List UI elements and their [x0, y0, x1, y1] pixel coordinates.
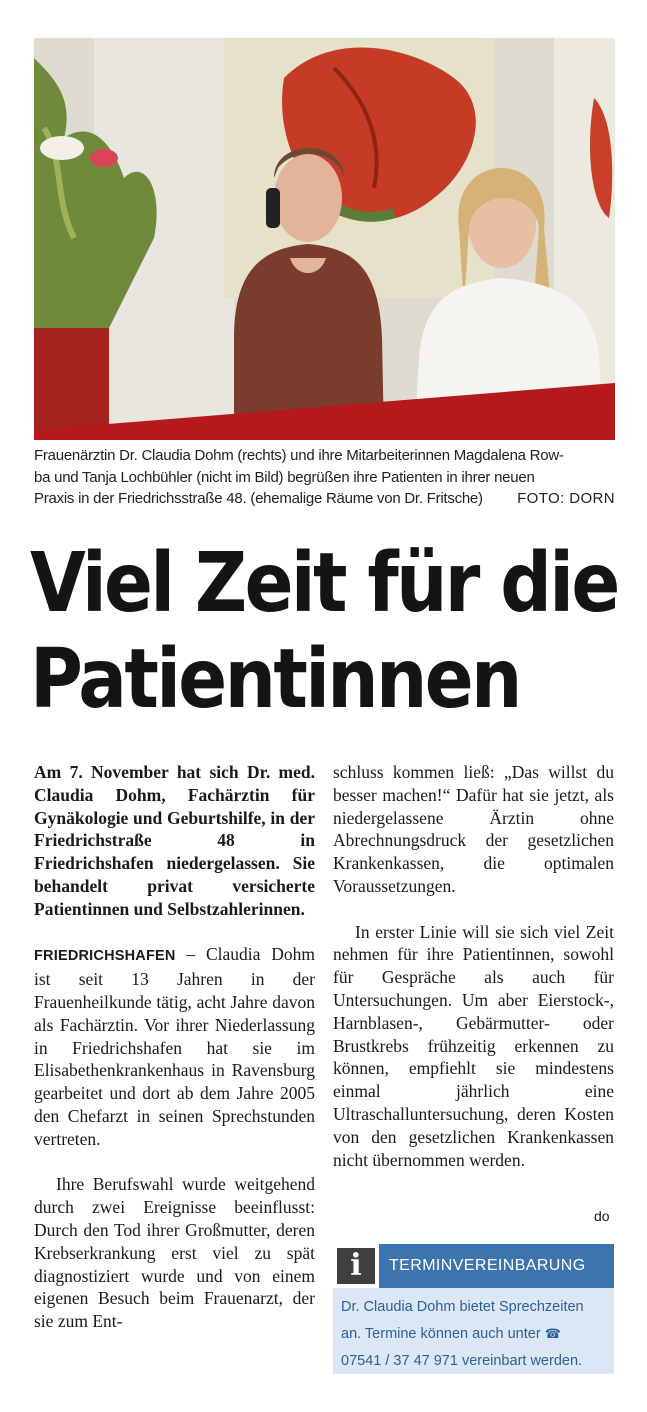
article-paragraph: schluss kommen ließ: „Das willst du besser machen!“ Dafür hat sie jetzt, als niedergelassene Ärztin ohne Abrechnungsdruck der gesetzlichen Krankenkassen, die optimalen Voraussetzungen.: [333, 762, 614, 896]
article-column-right: [333, 761, 614, 1171]
infobox-header: [333, 1244, 614, 1288]
infobox-title: TERMINVEREINBARUNG: [389, 1257, 586, 1274]
article-lead: Am 7. November hat sich Dr. med. Claudia Dohm, Fachärztin für Gynäkologie und Geburtshilfe, in der Friedrichstraße 48 in Friedrichshafen niedergelassen. Sie behandelt privat versicherte Patientinnen und Selbstzahlerinnen.: [34, 762, 315, 919]
infobox-line: [341, 1321, 606, 1348]
infobox-line: 07541 / 37 47 971 vereinbart werden.: [341, 1353, 583, 1369]
article-headline: [30, 536, 618, 728]
author-initials: do: [594, 1208, 610, 1224]
photo-illustration: [34, 38, 615, 440]
headline-line: Viel Zeit für die: [30, 536, 618, 631]
article-paragraph: In erster Linie will sie sich viel Zeit nehmen für ihre Patientinnen, sowohl für Gespräche als auch für Untersuchungen. Um aber Eierstock-, Harnblasen-, Gebärmutter- oder Brustkrebs frühzeitig erkennen zu können, empfiehlt sie mindestens einmal jährlich eine Ultraschalluntersuchung, deren Kosten von den gesetzlichen Krankenkassen nicht übernommen werden.: [333, 921, 614, 1170]
photo-caption: [34, 445, 615, 510]
infobox-body: [333, 1288, 614, 1374]
infobox-text: an. Termine können auch unter: [341, 1326, 541, 1342]
photo-credit: FOTO: DORN: [517, 490, 615, 507]
article-paragraph: Ihre Berufswahl wurde weitgehend durch zwei Ereignisse beeinflusst: Durch den Tod ihrer Großmutter, deren Krebserkrankung erst viel zu spät diagnostiziert wurde und von einem eigenen Besuch beim Frauenarzt, der sie zum Ent-: [34, 1174, 315, 1332]
paragraph-text: – Claudia Dohm ist seit 13 Jahren in der Frauenheilkunde tätig, acht Jahre davon als Fachärztin. Vor ihrer Niederlassung in Friedrichshafen hat sie im Elisabethenkrankenhaus in Ravensburg gearbeitet und dort ab dem Jahre 2005 den Chefarzt in seinen Sprechstunden vertreten.: [34, 944, 315, 1149]
dateline: FRIEDRICHSHAFEN: [34, 948, 176, 965]
article-paragraph: [34, 943, 315, 1150]
info-icon: [333, 1244, 379, 1288]
appointment-infobox: [333, 1244, 614, 1374]
caption-line: Frauenärztin Dr. Claudia Dohm (rechts) und ihre Mitarbeiterinnen Magdalena Row-: [34, 447, 564, 464]
caption-line: Praxis in der Friedrichsstraße 48. (ehemalige Räume von Dr. Fritsche): [34, 490, 483, 507]
phone-icon: ☎: [544, 1327, 561, 1342]
article-column-left: [34, 761, 315, 1333]
infobox-line: Dr. Claudia Dohm bietet Sprechzeiten: [341, 1299, 584, 1315]
caption-line-last: [34, 488, 615, 510]
headline-line: Patientinnen: [30, 632, 520, 727]
caption-line: ba und Tanja Lochbühler (nicht im Bild) begrüßen ihre Patienten in ihrer neuen: [34, 468, 535, 486]
info-icon-glyph: i: [337, 1248, 375, 1284]
article-photo: [34, 38, 615, 440]
